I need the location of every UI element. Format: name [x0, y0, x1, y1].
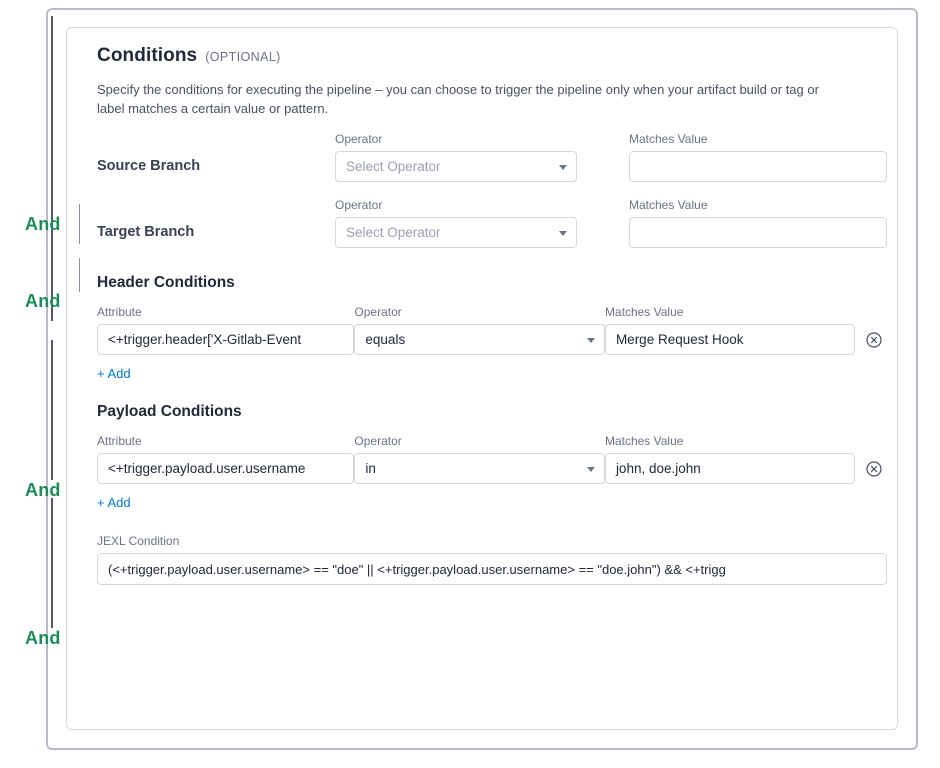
page-title: Conditions	[97, 45, 198, 66]
payload-operator-label: Operator	[354, 434, 402, 448]
rail-payload-section	[51, 340, 53, 480]
remove-payload-condition-button[interactable]	[861, 453, 887, 484]
source-branch-value-input[interactable]	[629, 151, 887, 182]
jexl-condition-label: JEXL Condition	[97, 534, 180, 548]
payload-operator-field	[354, 434, 605, 484]
chevron-down-icon	[559, 165, 567, 170]
header-attribute-value: <+trigger.header['X-Gitlab-Event	[108, 332, 302, 347]
header-condition-row	[97, 305, 887, 355]
source-branch-row	[97, 132, 887, 182]
header-value-label: Matches Value	[604, 305, 684, 319]
add-payload-condition-link[interactable]: + Add	[97, 495, 131, 510]
payload-attribute-label: Attribute	[97, 434, 142, 448]
target-branch-operator-label: Operator	[335, 198, 383, 212]
header-conditions-heading: Header Conditions	[97, 274, 235, 291]
jexl-condition-section	[97, 534, 887, 585]
payload-operator-select[interactable]	[354, 453, 605, 484]
payload-condition-row	[97, 434, 887, 484]
header-value-input[interactable]	[605, 324, 856, 355]
target-branch-operator-value: Select Operator	[346, 225, 441, 240]
connector-and-4: And	[25, 628, 61, 648]
rail-header-section	[51, 16, 53, 321]
source-branch-value-label: Matches Value	[629, 132, 708, 146]
connector-and-3: And	[25, 480, 61, 500]
header-operator-select[interactable]	[354, 324, 605, 355]
source-branch-operator-label: Operator	[335, 132, 383, 146]
header-value-field	[605, 305, 856, 355]
rail-source-target	[79, 204, 80, 244]
payload-attribute-field	[97, 434, 354, 484]
source-branch-operator-field	[335, 132, 577, 182]
target-branch-operator-field	[335, 198, 577, 248]
connector-and-1: And	[25, 214, 61, 234]
payload-attribute-input[interactable]	[97, 453, 354, 484]
payload-value-label: Matches Value	[604, 434, 684, 448]
target-branch-value-field	[629, 198, 887, 248]
payload-value-text: john, doe.john	[615, 461, 701, 476]
target-branch-value-label: Matches Value	[629, 198, 708, 212]
jexl-condition-input[interactable]	[97, 553, 887, 585]
target-branch-operator-select[interactable]	[335, 217, 577, 248]
header-attribute-input[interactable]	[97, 324, 354, 355]
chevron-down-icon	[587, 467, 595, 472]
payload-value-input[interactable]	[605, 453, 856, 484]
conditions-content	[97, 45, 887, 585]
header-operator-field	[354, 305, 605, 355]
remove-circle-icon	[866, 461, 882, 477]
connector-and-2: And	[25, 291, 61, 311]
chevron-down-icon	[559, 231, 567, 236]
rail-target-bottom	[79, 258, 80, 292]
source-branch-value-field	[629, 132, 887, 182]
header-operator-value: equals	[365, 332, 406, 347]
source-branch-operator-value: Select Operator	[346, 159, 441, 174]
payload-value-field	[605, 434, 856, 484]
header-attribute-label: Attribute	[97, 305, 142, 319]
header-value-text: Merge Request Hook	[615, 332, 744, 347]
payload-conditions-heading: Payload Conditions	[97, 403, 242, 420]
target-branch-value-input[interactable]	[629, 217, 887, 248]
remove-circle-icon	[866, 332, 882, 348]
payload-attribute-value: <+trigger.payload.user.username	[108, 461, 306, 476]
add-header-condition-link[interactable]: + Add	[97, 366, 131, 381]
conditions-description: Specify the conditions for executing the pipeline – you can choose to trigger the pipeline only when your artifact build or tag or label matches a certain value or pattern.	[97, 82, 819, 116]
target-branch-label: Target Branch	[97, 224, 195, 240]
payload-operator-value: in	[365, 461, 376, 476]
jexl-condition-value: (<+trigger.payload.user.username> == "doe" || <+trigger.payload.user.username> == "doe.john") && <+trigg	[108, 561, 726, 577]
remove-header-condition-button[interactable]	[861, 324, 887, 355]
conditions-header	[97, 45, 887, 67]
source-branch-operator-select[interactable]	[335, 151, 577, 182]
header-attribute-field	[97, 305, 354, 355]
rail-jexl-section	[51, 498, 53, 628]
target-branch-row	[97, 198, 887, 248]
header-operator-label: Operator	[354, 305, 402, 319]
optional-tag: (OPTIONAL)	[205, 50, 281, 64]
source-branch-label: Source Branch	[97, 158, 201, 174]
chevron-down-icon	[587, 338, 595, 343]
